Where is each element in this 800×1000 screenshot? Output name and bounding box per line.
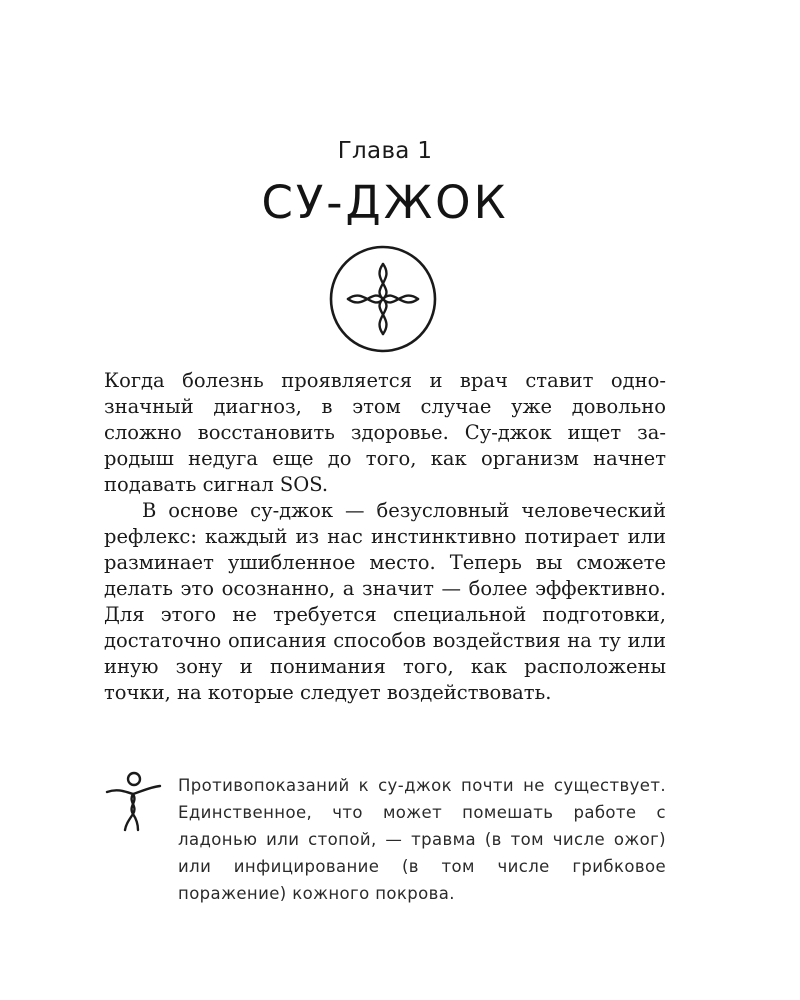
chapter-title: СУ-ДЖОК: [261, 176, 509, 229]
body-paragraph: Когда болезнь проявляется и врач ставит однозначный диагноз, в этом случае уже довольно сложно восстановить здоровье. Су-джок ищет зародыш недуга еще до того, как организм начнет подавать сигнал SOS.: [104, 369, 666, 496]
body-paragraph: В основе су-джок — безусловный человеческий рефлекс: каждый из нас инстинктивно потирает или разминает ушибленное место. Теперь вы сможете делать это осознанно, а значит — более эффективно. Для этого не требуется специальной подготовки, достаточно описания способов воздействия на ту или иную зону и понимания того, как расположены точки, на которые следует воздействовать.: [104, 499, 666, 704]
note-text: Противопоказаний к су-джок почти не существует. Единственное, что может помешать работе с ладонью или стопой, — травма (в том числе ожог) или инфицирование (в том числе грибковое поражение) кожного покрова.: [178, 776, 666, 903]
crossed-waves-circle-icon: [328, 244, 438, 354]
note-callout: [178, 772, 666, 907]
person-figure-icon: [104, 770, 162, 832]
chapter-body: [104, 368, 666, 706]
chapter-label: Глава 1: [337, 138, 433, 164]
